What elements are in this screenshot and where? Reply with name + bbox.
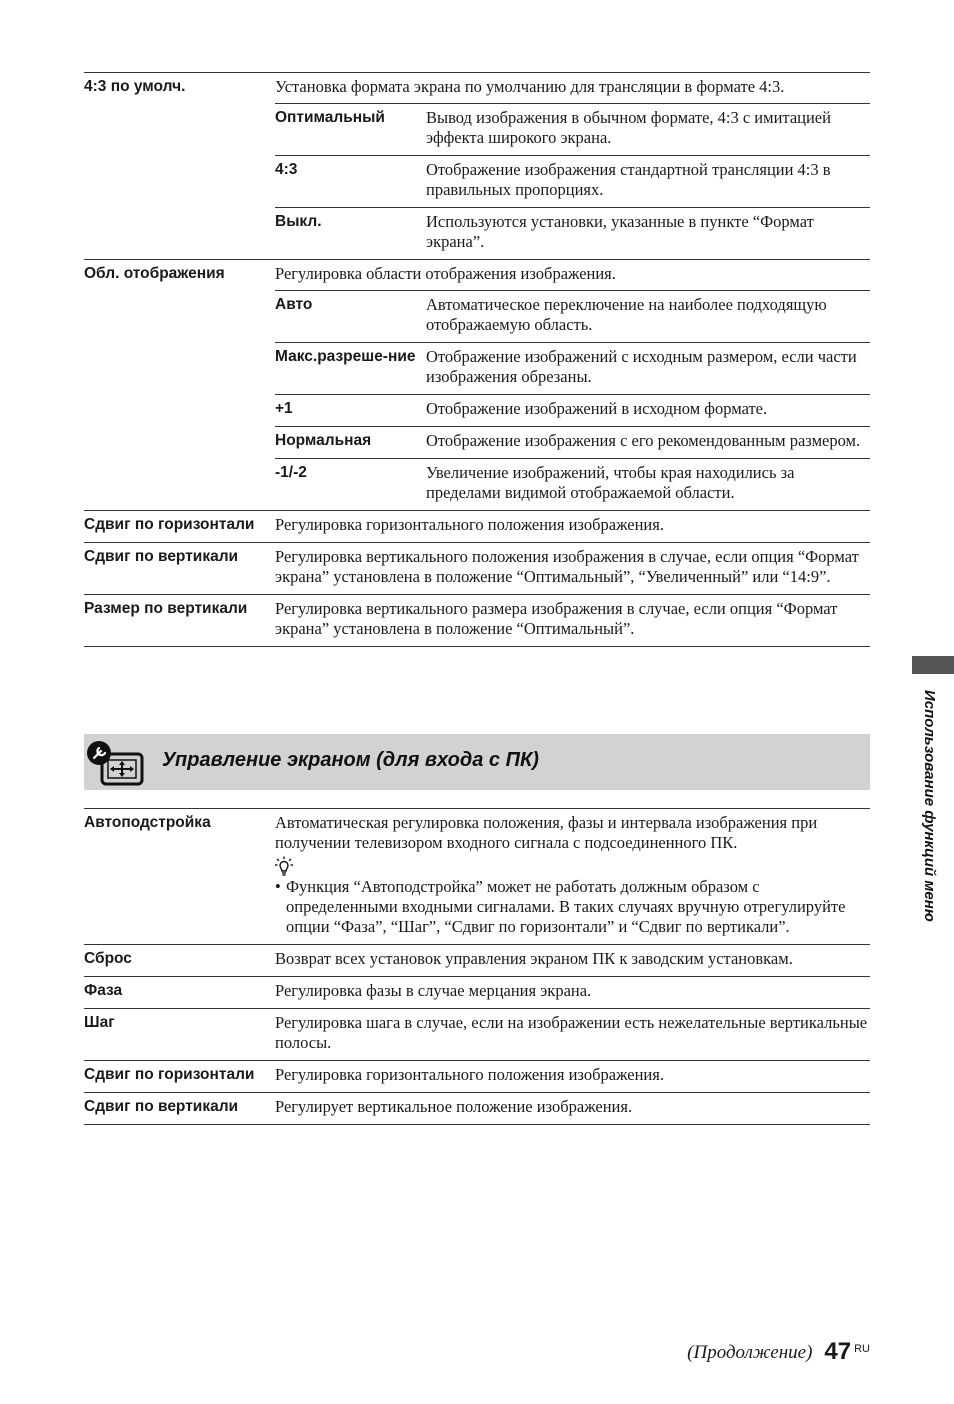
sub-label: Макс.разреше-ние bbox=[275, 348, 416, 365]
row-label: Шаг bbox=[84, 1014, 115, 1031]
row-description: Регулировка фазы в случае мерцания экрана. bbox=[275, 981, 592, 1000]
table-row bbox=[84, 1093, 870, 1125]
note-text: Функция “Автоподстройка” может не работать должным образом с определенными входными сигналами. В таких случаях вручную отрегулируйте опции “Фаза”, “Шаг”, “Сдвиг по горизонтали” и “Сдвиг по вертикали”. bbox=[286, 877, 846, 936]
table-row bbox=[84, 977, 870, 1009]
row-description: Регулировка горизонтального положения изображения. bbox=[275, 515, 664, 534]
lightbulb-tip-icon bbox=[275, 856, 293, 876]
side-tab-marker bbox=[912, 656, 954, 674]
row-label: Автоподстройка bbox=[84, 814, 211, 831]
section-header bbox=[84, 734, 870, 790]
sub-description: Отображение изображения стандартной трансляции 4:3 в правильных пропорциях. bbox=[426, 160, 831, 199]
row-label: Сброс bbox=[84, 950, 132, 967]
sub-row bbox=[275, 459, 870, 511]
sub-label: -1/-2 bbox=[275, 464, 307, 481]
settings-table-pc bbox=[84, 808, 870, 1125]
row-description: Регулировка шага в случае, если на изображении есть нежелательные вертикальные полосы. bbox=[275, 1013, 868, 1052]
row-label: Сдвиг по вертикали bbox=[84, 1098, 239, 1115]
sub-description: Используются установки, указанные в пункте “Формат экрана”. bbox=[426, 212, 814, 251]
side-section-label: Использование функций меню bbox=[921, 690, 938, 922]
sub-row bbox=[275, 427, 870, 459]
table-row bbox=[84, 809, 870, 945]
table-row bbox=[84, 73, 870, 260]
row-label: Сдвиг по вертикали bbox=[84, 548, 239, 565]
row-label: Сдвиг по горизонтали bbox=[84, 516, 255, 533]
row-label: Фаза bbox=[84, 982, 123, 999]
sub-table bbox=[275, 290, 870, 510]
sub-row bbox=[275, 156, 870, 208]
sub-row bbox=[275, 343, 870, 395]
page-number: 47 bbox=[824, 1338, 852, 1365]
table-row bbox=[84, 1009, 870, 1061]
continued-label: (Продолжение) bbox=[687, 1342, 813, 1363]
row-label: Сдвиг по горизонтали bbox=[84, 1066, 255, 1083]
row-description: Регулировка вертикального положения изображения в случае, если опция “Формат экрана” установлена в положение “Оптимальный”, “Увеличенный” или “14:9”. bbox=[275, 547, 859, 586]
sub-label: +1 bbox=[275, 400, 293, 417]
table-row bbox=[84, 511, 870, 543]
sub-description: Отображение изображения с его рекомендованным размером. bbox=[426, 431, 861, 450]
sub-description: Вывод изображения в обычном формате, 4:3 с имитацией эффекта широкого экрана. bbox=[426, 108, 831, 147]
table-row bbox=[84, 260, 870, 511]
row-description: Регулировка области отображения изображения. bbox=[275, 264, 616, 283]
note-item bbox=[275, 877, 870, 937]
sub-label: Авто bbox=[275, 296, 313, 313]
sub-row bbox=[275, 395, 870, 427]
row-description: Автоматическая регулировка положения, фазы и интервала изображения при получении телевизором входного сигнала с подсоединенного ПК. bbox=[275, 813, 818, 852]
sub-row bbox=[275, 104, 870, 156]
row-description: Регулирует вертикальное положение изображения. bbox=[275, 1097, 633, 1116]
bullet-icon: • bbox=[275, 877, 281, 896]
row-description: Регулировка вертикального размера изображения в случае, если опция “Формат экрана” установлена в положение “Оптимальный”. bbox=[275, 599, 838, 638]
row-description: Возврат всех установок управления экраном ПК к заводским установкам. bbox=[275, 949, 793, 968]
sub-label: 4:3 bbox=[275, 161, 298, 178]
sub-table bbox=[275, 103, 870, 259]
table-row bbox=[84, 543, 870, 595]
row-label: Обл. отображения bbox=[84, 265, 225, 282]
row-description: Установка формата экрана по умолчанию для трансляции в формате 4:3. bbox=[275, 77, 785, 96]
sub-description: Увеличение изображений, чтобы края находились за пределами видимой отображаемой области. bbox=[426, 463, 795, 502]
row-description: Регулировка горизонтального положения изображения. bbox=[275, 1065, 664, 1084]
sub-description: Автоматическое переключение на наиболее подходящую отображаемую область. bbox=[426, 295, 827, 334]
sub-row bbox=[275, 291, 870, 343]
row-label: Размер по вертикали bbox=[84, 600, 248, 617]
row-label: 4:3 по умолч. bbox=[84, 78, 186, 95]
sub-label: Выкл. bbox=[275, 213, 322, 230]
sub-label: Оптимальный bbox=[275, 109, 385, 126]
page-footer bbox=[687, 1338, 870, 1366]
table-row bbox=[84, 945, 870, 977]
sub-description: Отображение изображений в исходном формате. bbox=[426, 399, 768, 418]
sub-description: Отображение изображений с исходным размером, если части изображения обрезаны. bbox=[426, 347, 857, 386]
section-title: Управление экраном (для входа с ПК) bbox=[162, 749, 539, 771]
settings-table-screen bbox=[84, 72, 870, 647]
pc-screen-adjust-icon bbox=[86, 740, 146, 788]
sub-row bbox=[275, 208, 870, 260]
table-row bbox=[84, 1061, 870, 1093]
table-row bbox=[84, 595, 870, 647]
language-code: RU bbox=[854, 1343, 870, 1355]
sub-label: Нормальная bbox=[275, 432, 372, 449]
